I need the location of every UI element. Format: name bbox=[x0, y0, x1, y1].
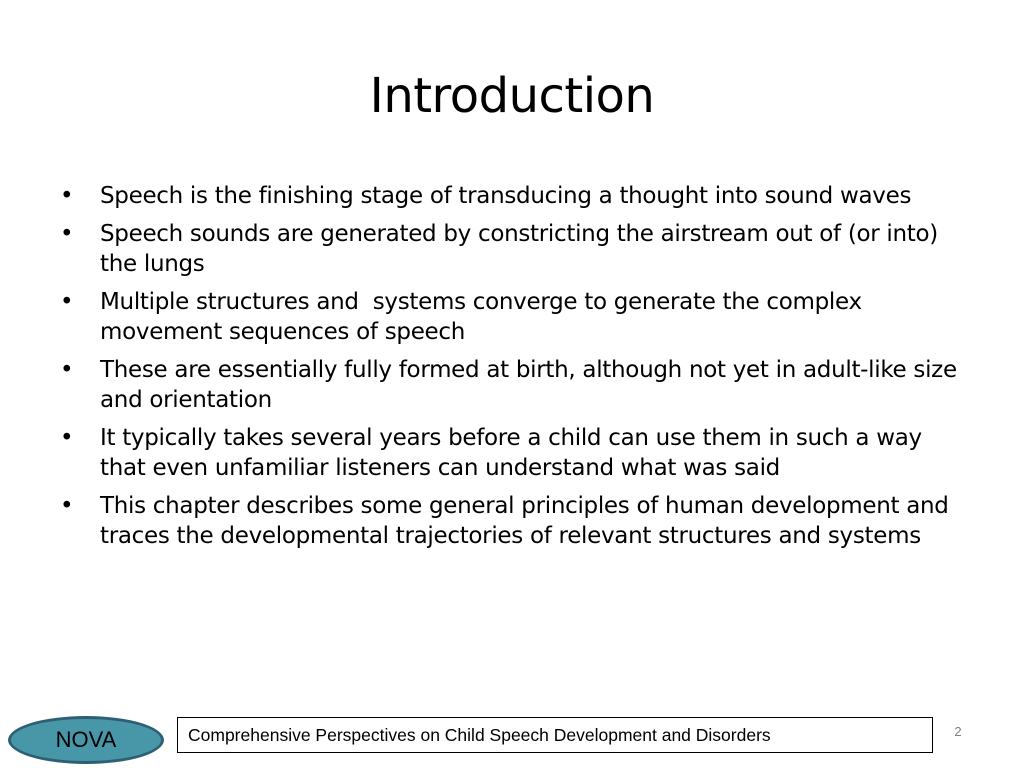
bullet-item bbox=[60, 355, 960, 415]
bullet-item bbox=[60, 219, 960, 279]
bullet-point-icon: • bbox=[60, 221, 74, 247]
bullet-text: Multiple structures and systems converge to generate the complex movement sequences of speech bbox=[100, 289, 869, 345]
bullet-item bbox=[60, 491, 960, 551]
bullet-text: These are essentially fully formed at birth, although not yet in adult-like size and orientation bbox=[100, 357, 957, 413]
bullet-point-icon: • bbox=[60, 425, 74, 451]
bullet-list bbox=[60, 181, 960, 559]
footer-book-title: Comprehensive Perspectives on Child Speech Development and Disorders bbox=[188, 724, 771, 745]
bullet-point-icon: • bbox=[60, 289, 74, 315]
bullet-text: Speech is the finishing stage of transducing a thought into sound waves bbox=[100, 183, 912, 209]
bullet-text: It typically takes several years before a child can use them in such a way that even unfamiliar listeners can understand what was said bbox=[100, 425, 922, 481]
nova-logo-oval bbox=[8, 716, 164, 764]
slide-title: Introduction bbox=[369, 68, 655, 124]
bullet-item bbox=[60, 181, 960, 211]
footer-book-title-box bbox=[177, 717, 933, 753]
nova-logo-text: NOVA bbox=[55, 727, 117, 752]
bullet-text: This chapter describes some general principles of human development and traces the developmental trajectories of relevant structures and systems bbox=[100, 493, 949, 549]
bullet-point-icon: • bbox=[60, 493, 74, 519]
bullet-point-icon: • bbox=[60, 183, 74, 209]
bullet-item bbox=[60, 287, 960, 347]
bullet-point-icon: • bbox=[60, 357, 74, 383]
bullet-item bbox=[60, 423, 960, 483]
slide-number: 2 bbox=[954, 724, 962, 739]
bullet-text: Speech sounds are generated by constricting the airstream out of (or into) the lungs bbox=[100, 221, 938, 277]
